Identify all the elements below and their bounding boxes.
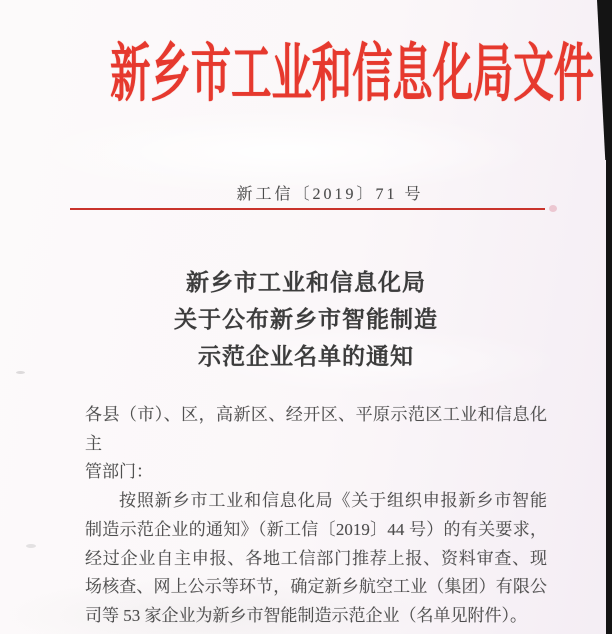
scan-speck xyxy=(16,371,25,374)
body-line-paragraph-1: 按照新乡市工业和信息化局《关于组织申报新乡市智能 xyxy=(119,491,547,511)
body-line-paragraph-2: 制造示范企业的通知》（新工信〔2019〕44 号）的有关要求， xyxy=(85,519,547,539)
title-line-3: 示范企业名单的通知 xyxy=(198,344,414,369)
body-line-salutation-1: 各县（市）、区，高新区、经开区、平原示范区工业和信息化主 xyxy=(85,405,547,453)
red-divider-line xyxy=(70,208,545,210)
scan-speck xyxy=(26,544,36,548)
red-header-org-title: 新乡市工业和信息化局文件 xyxy=(110,39,594,109)
document-title xyxy=(0,264,612,375)
document-body xyxy=(85,401,547,631)
body-line-paragraph-4: 场核查、网上公示等环节，确定新乡航空工业（集团）有限公 xyxy=(85,577,547,597)
title-line-1: 新乡市工业和信息化局 xyxy=(186,270,426,295)
body-line-paragraph-5: 司等 53 家企业为新乡市智能制造示范企业（名单见附件）。 xyxy=(85,605,527,625)
title-line-2: 关于公布新乡市智能制造 xyxy=(174,307,438,332)
body-line-salutation-2: 管部门： xyxy=(85,462,153,482)
body-line-paragraph-3: 经过企业自主申报、各地工信部门推荐上报、资料审查、现 xyxy=(85,548,547,568)
document-number: 新工信〔2019〕71 号 xyxy=(236,186,424,203)
scan-speck xyxy=(549,205,557,212)
scan-edge-artifact-top-right xyxy=(597,0,612,160)
